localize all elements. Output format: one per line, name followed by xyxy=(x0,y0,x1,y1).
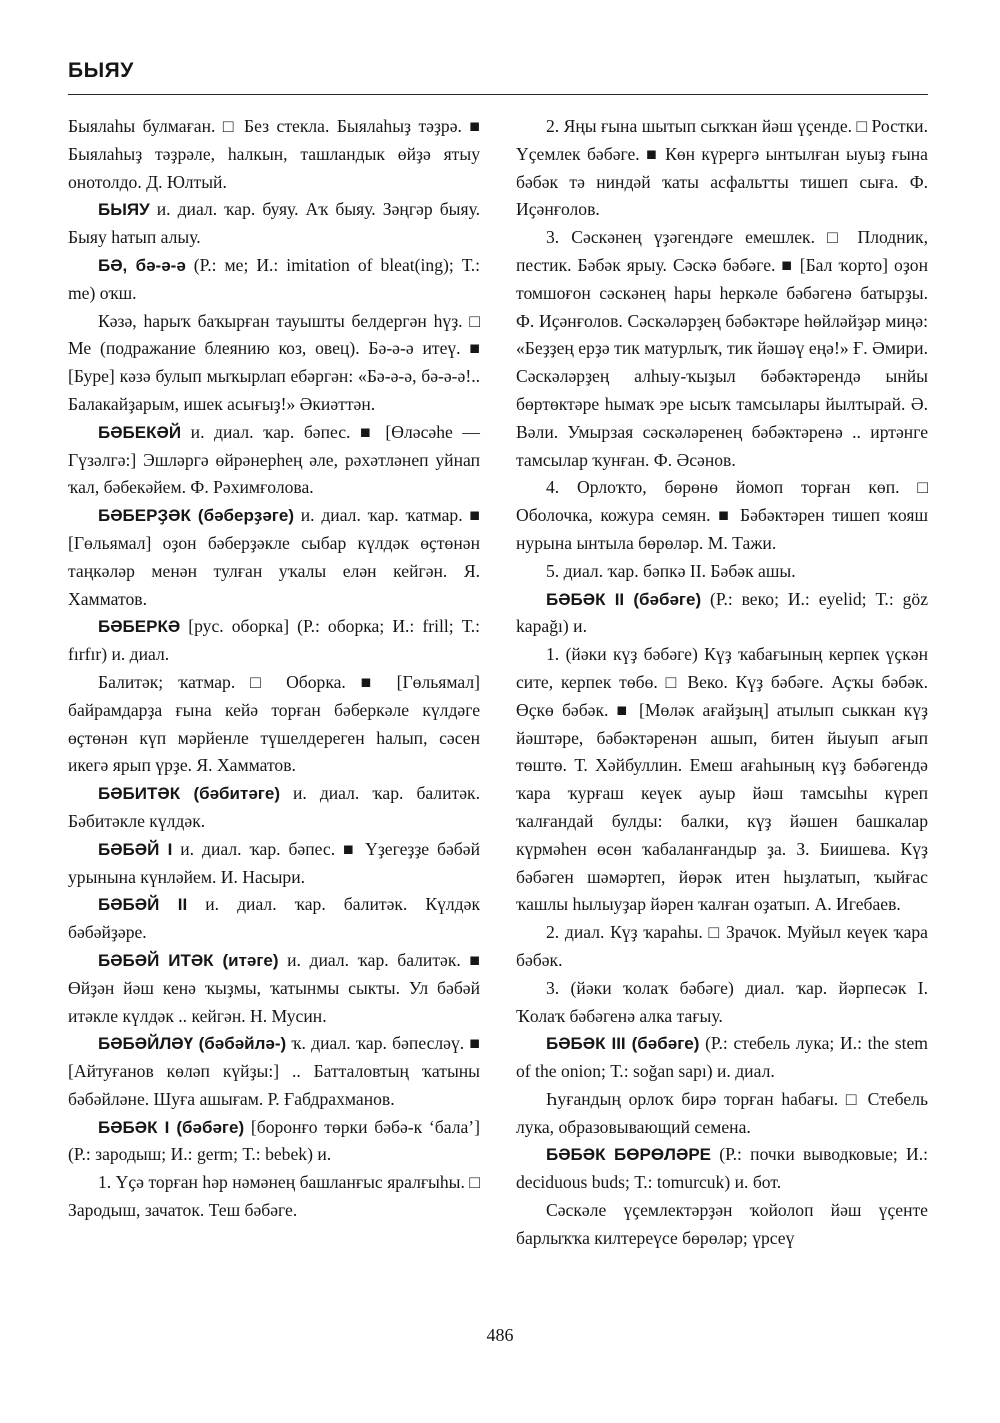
entry-paragraph: 4. Орлоҡто, бөрөнө йомоп торған көп. □ Оболочка, кожура семян. ■ Бәбәктәрен тишеп ҡояш нурына ынтыла бөрөләр. М. Тажи. xyxy=(516,477,928,553)
entry-body: и. диал. ҡар. балитәк. Бәбитәкле күлдәк. xyxy=(68,783,480,831)
dictionary-entry xyxy=(68,947,480,1030)
page-number: 486 xyxy=(486,1325,514,1345)
right-column xyxy=(516,113,928,1253)
entry-paragraph: Быялаһы булмаған. □ Без стекла. Быялаһыҙ тәҙрә. ■ Быялаһыҙ тәҙрәле, һалкын, ташландык өйҙә ятыу онотолдо. Д. Юлтый. xyxy=(68,116,480,192)
dictionary-entry xyxy=(516,1141,928,1197)
entry-paragraph: 5. диал. ҡар. бәпкә II. Бәбәк ашы. xyxy=(546,560,796,581)
entry-headword: БЫЯУ xyxy=(98,200,150,220)
entry-body: и. диал. ҡар. балитәк. Күлдәк бәбәйҙәре. xyxy=(68,894,480,943)
entry-body: и. диал. ҡар. бәпес. ■ [Өләсәһе — Гүзәлгә:] Эшләргә өйрәнерһең әле, рәхәтләнеп уйнап ҡал, бәбекәйем. Ф. Рәхимғолова. xyxy=(68,421,480,498)
entry-paragraph: 3. (йәки ҡолаҡ бәбәге) диал. ҡар. йәрпесәк I. Ҡолаҡ бәбәгенә алка тағыу. xyxy=(516,977,928,1026)
entry-paragraph: 2. Яңы ғына шытып сыҡҡан йәш үҫенде. □ Ростки. Үҫемлек бәбәге. ■ Көн күрергә ынтылған ыуыҙ ғына бәбәк тә ниндәй ҡаты асфальтты тишеп сыға. Ф. Иҫәнғолов. xyxy=(516,116,928,220)
entry-headword: БӘБЕРҘӘК (бәберҙәге) xyxy=(98,506,294,526)
dictionary-entry xyxy=(68,891,480,947)
entry-paragraph: 1. (йәки күҙ бәбәге) Күҙ ҡабағының керпек үҫкән ситe, керпек төбө. □ Веко. Күҙ бәбәге. Аҫҡы бәбәк. Өҫкө бәбәк. ■ [Мөләк ағайҙың] атылып сыккан күҙ йәштәре, бәбәктәренән ашып, битен йыуып ағып төштө. Т. Хәйбуллин. Емеш ағаһының күҙ бәбәгендә ҡара ҡурғаш кеүек ауыр йәш тамсыһы күреп ҡалғандай булды: балки, күҙ йәшен башкалар күрмәһен өсөн ҡабаланғандыр ҙа. З. Биишева. Күҙ бәбәген шәмәртеп, йөрәк итен һыҙлатып, ҡыйғас ҡашлы һылыуҙар йәрен ҡалған оҙатып. А. Игебаев. xyxy=(516,644,928,915)
entry-headword: БӘБӘЙ ИТӘК (итәге) xyxy=(98,950,279,970)
dictionary-entry xyxy=(68,613,480,669)
entry-headword: БӘБӘК I (бәбәге) xyxy=(98,1117,245,1137)
entry-paragraph: Сәскәле үҫемлектәрҙән ҡойолоп йәш үҫенте барлыҡҡа килтереүсе бөрөләр; үрсеү xyxy=(516,1200,928,1248)
entry-headword: БӘБӘК III (бәбәге) xyxy=(546,1034,700,1054)
entry-headword: БӘБӘК II (бәбәге) xyxy=(546,589,702,609)
left-column xyxy=(68,113,480,1225)
entry-body: (Р.: веко; И.: eyelid; Т.: göz kapağı) и. xyxy=(516,588,928,637)
entry-paragraph: Һуғандың орлоҡ бирә торған һабағы. □ Стебель лука, образовывающий семена. xyxy=(516,1088,928,1137)
entry-body: (Р.: стебель лука; И.: the stem of the onion; Т.: soğan sapı) и. диал. xyxy=(516,1033,928,1082)
entry-body: (Р.: почки выводковые; И.: deciduous buds; Т.: tomurcuk) и. бот. xyxy=(516,1144,928,1193)
dictionary-entry xyxy=(68,502,480,613)
dictionary-entry xyxy=(516,586,928,642)
entry-headword: БӘБӘЙЛӘҮ (бәбәйлә-) xyxy=(98,1034,287,1054)
dictionary-entry xyxy=(68,419,480,502)
entry-body: [рус. оборка] (Р.: оборка; И.: frill; Т.: fırfır) и. диал. xyxy=(68,616,480,665)
entry-body: и. диал. ҡар. бәпес. ■ Үҙегеҙҙе бәбәй урынына күнләйем. И. Насыри. xyxy=(68,838,480,887)
dictionary-entry xyxy=(68,836,480,892)
entry-body: и. диал. ҡар. балитәк. ■ Өйҙән йәш кенә ҡыҙмы, ҡатынмы сыкты. Ул бәбәй итәкле күлдәк .. кейгән. Н. Мусин. xyxy=(68,949,480,1026)
dictionary-entry xyxy=(68,252,480,308)
entry-paragraph: 2. диал. Күҙ ҡараһы. □ Зрачок. Муйыл кеүек ҡара бәбәк. xyxy=(516,922,928,970)
entry-headword: БӘБЕКӘЙ xyxy=(98,422,182,442)
dictionary-entry xyxy=(68,1114,480,1170)
page-header xyxy=(68,58,928,95)
dictionary-entry xyxy=(68,1030,480,1113)
entry-body: (Р.: ме; И.: imitation of bleat(ing); Т.: me) оҡш. xyxy=(68,254,481,303)
dictionary-entry xyxy=(68,780,480,836)
entry-body: ҡ. диал. ҡар. бәпесләү. ■ [Айтуғанов көләп күйҙы:] .. Батталовтың ҡатыны бәбәйләне. Шуға ашығам. Р. Ғабдрахманов. xyxy=(68,1033,481,1109)
entry-body: и. диал. ҡар. ҡатмар. ■ [Гөльямал] оҙон бәберҙәкле сыбар күлдәк өҫтөнән таңкәләр менән тулған уҡалы елән кейгән. Я. Хамматов. xyxy=(68,505,480,609)
entry-paragraph: Балитәк; ҡатмар. □ Оборка. ■ [Гөльямал] байрамдарҙа ғына кейә торған бәберкәле күлдәге өҫтөнән күп мәрйенле түшелдереген һалып, сәсен икегә ярып үрҙе. Я. Хамматов. xyxy=(68,671,480,776)
entry-paragraph: 1. Үҫә торған һәр нәмәнең башланғыс яралғыһы. □ Зародыш, зачаток. Теш бәбәге. xyxy=(68,1172,480,1221)
dictionary-entry xyxy=(68,196,480,252)
running-head: БЫЯУ xyxy=(68,59,134,82)
entry-headword: БӘБЕРКӘ xyxy=(98,617,181,637)
entry-paragraph: 3. Сәскәнең үҙәгендәге емешлек. □ Плодник, пестик. Бәбәк ярыу. Сәскә бәбәге. ■ [Бал ҡорто] оҙон томшоғон сәскәнең һары һеркәле бәбәгенә батырҙы. Ф. Иҫәнғолов. Сәскәләрҙең бәбәктәре һөйләйҙәр миңә: «Беҙҙең ерҙә тик матурлыҡ, тик йәшәү еңә!» Ғ. Әмири. Сәскәләрҙең алһыу-ҡыҙыл бәбәктәрендә ынйы бөртөктәре һымаҡ эре ысыҡ тамсылары йылтырай. Ә. Вәли. Умырзая сәскәләренең бәбәктәренә .. иртәнге тамсылар ҡунған. Ф. Әсәнов. xyxy=(516,227,928,470)
entry-headword: БӘБӘЙ I xyxy=(98,839,173,859)
entry-headword: БӘБӘК БӨРӨЛӘРЕ xyxy=(546,1145,711,1165)
header-rule xyxy=(68,94,928,95)
entry-paragraph: Кәзә, һарыҡ баҡырған тауышты белдергән һүҙ. □ Ме (подражание блеянию коз, овец). Бә-ә-ә итеү. ■ [Буре] кәзә булып мыҡырлап ебәргән: «Бә-ә-ә, бә-ә-ә!.. Балакайҙарым, ишек асығыҙ!» Әкиәттән. xyxy=(68,310,480,414)
entry-body: и. диал. ҡар. буяу. Аҡ быяу. Зәңгәр быяу. Быяу һатып алыу. xyxy=(68,199,480,248)
dictionary-entry xyxy=(516,1030,928,1086)
entry-headword: БӘБИТӘК (бәбитәге) xyxy=(98,784,280,804)
entry-body: [боронғо төрки бәбә-к ‘бала’] (Р.: зародыш; И.: germ; Т.: bebek) и. xyxy=(68,1116,481,1165)
entry-headword: БӘ, бә-ә-ә xyxy=(98,255,186,275)
entry-headword: БӘБӘЙ II xyxy=(98,895,188,915)
